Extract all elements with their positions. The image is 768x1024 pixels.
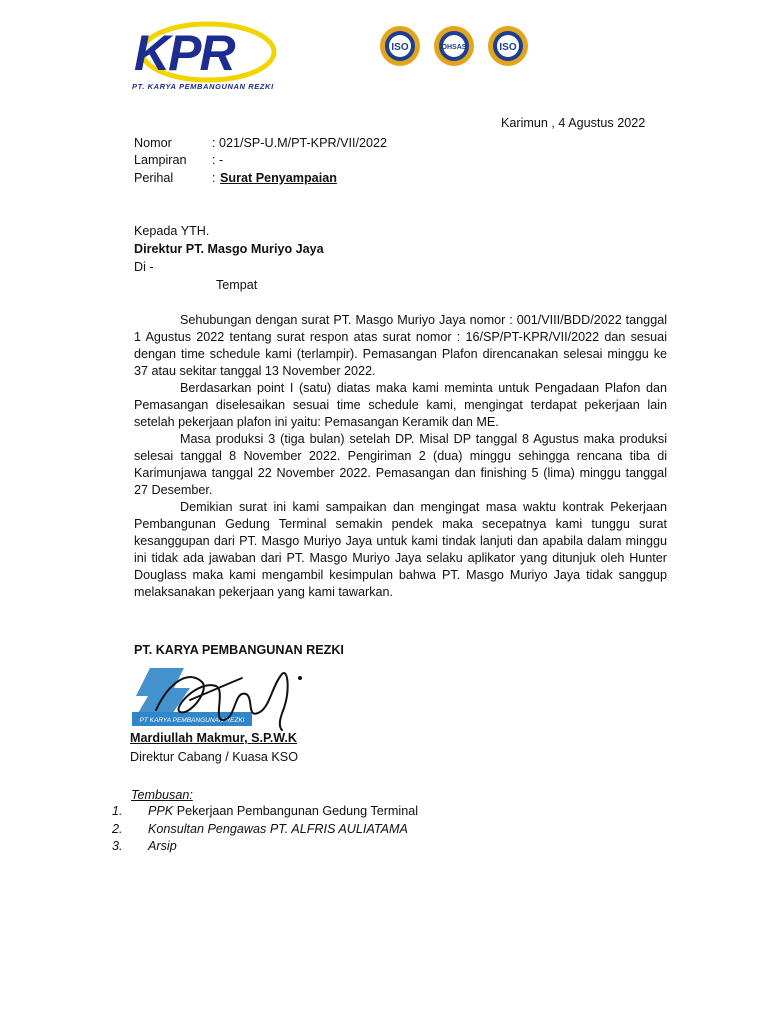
signatory-name: Mardiullah Makmur, S.P.W.K <box>130 731 298 745</box>
recipient-name: Direktur PT. Masgo Muriyo Jaya <box>134 242 324 256</box>
svg-text:ISO: ISO <box>499 42 517 53</box>
body-paragraph-1: Sehubungan dengan surat PT. Masgo Muriyo Jaya nomor : 001/VIII/BDD/2022 tanggal 1 Agustus 2022 tentang surat respon atas surat nomor : 16/SP/PT-KPR/VII/2022 dan sesuai dengan time schedule kami (terlampir). Pemasangan Plafon direncanakan selesai minggu ke 37 atau sekitar tanggal 13 November 2022. <box>134 313 667 378</box>
body-paragraph-4: Demikian surat ini kami sampaikan dan mengingat masa waktu kontrak Pekerjaan Pembangunan Gedung Terminal semakin pendek maka secepatnya kami tunggu surat kesanggupan dari PT. Masgo Muriyo Jaya untuk kami tindak lanjuti dan apabila dalam minggu ini tidak ada jawaban dari PT. Masgo Muriyo Jaya selaku aplikator yang ditunjuk oleh Hunter Douglass maka kami mengambil kesimpulan bahwa PT. Masgo Muriyo Jaya tidak sanggup melaksanakan pekerjaan yang kami tawarkan. <box>134 500 667 599</box>
meta-value-perihal: Surat Penyampaian <box>220 171 337 185</box>
meta-value-nomor: : 021/SP-U.M/PT-KPR/VII/2022 <box>212 136 387 150</box>
meta-label-perihal: Perihal <box>134 171 174 185</box>
svg-text:ISO: ISO <box>391 42 409 53</box>
body-paragraph-2: Berdasarkan point I (satu) diatas maka kami meminta untuk Pengadaan Plafon dan Pemasangan diselesaikan sesuai time schedule kami, mengingat terdapat pekerjaan lain setelah pekerjaan plafon ini yaitu: Pemasangan Keramik dan ME. <box>134 381 667 429</box>
iso-badge-icon <box>488 26 528 66</box>
cc-title: Tembusan: <box>131 788 193 802</box>
recipient-di: Di - <box>134 260 154 274</box>
signature-company: PT. KARYA PEMBANGUNAN REZKI <box>134 643 344 657</box>
recipient-place: Tempat <box>216 278 258 292</box>
cc-item: 2. Konsultan Pengawas PT. ALFRIS AULIATAMA <box>112 821 408 836</box>
cc-list <box>112 803 418 856</box>
svg-text:OHSAS: OHSAS <box>441 44 467 51</box>
body-paragraph-3: Masa produksi 3 (tiga bulan) setelah DP. Misal DP tanggal 8 Agustus maka produksi selesai tanggal 8 November 2022. Pengiriman 2 (dua) minggu sehingga rencana tiba di Karimunjawa tanggal 22 November 2022. Pemasangan dan finishing 5 (lima) minggu tanggal 27 Desember. <box>134 432 667 497</box>
cc-item: 1. PPK Pekerjaan Pembangunan Gedung Terminal <box>112 804 419 818</box>
meta-label-nomor: Nomor <box>134 136 172 150</box>
ohsas-badge-icon <box>434 26 474 66</box>
signatory-position: Direktur Cabang / Kuasa KSO <box>130 750 298 764</box>
meta-label-lampiran: Lampiran <box>134 153 187 167</box>
meta-colon-perihal: : <box>212 171 216 185</box>
company-name-small: PT. KARYA PEMBANGUNAN REZKI <box>132 82 274 91</box>
meta-value-lampiran: : - <box>212 153 224 167</box>
letter-body <box>134 312 667 601</box>
company-logo <box>128 14 278 94</box>
recipient-greeting: Kepada YTH. <box>134 224 210 238</box>
certification-badges <box>378 24 530 68</box>
handwritten-signature <box>150 660 320 740</box>
place-date: Karimun , 4 Agustus 2022 <box>501 116 646 130</box>
cc-item: 3. Arsip <box>112 839 177 853</box>
iso-badge-icon <box>380 26 420 66</box>
svg-text:KPR: KPR <box>134 25 234 81</box>
svg-text:PT KARYA PEMBANGUNAN REZKI: PT KARYA PEMBANGUNAN REZKI <box>139 717 245 724</box>
